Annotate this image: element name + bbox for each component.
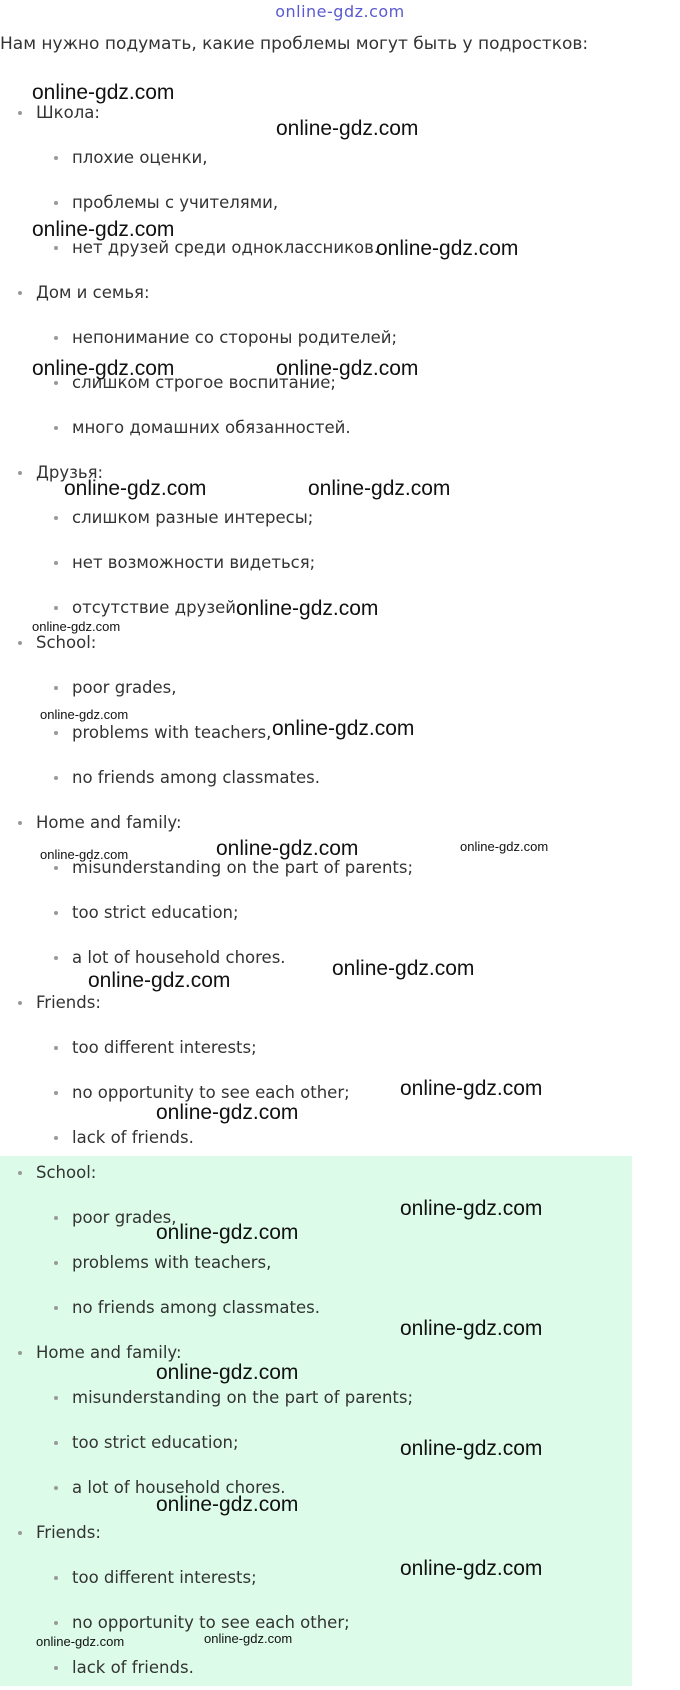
watermark-text: online-gdz.com bbox=[216, 837, 359, 860]
watermark-text: online-gdz.com bbox=[376, 237, 519, 260]
list-item: нет друзей среди одноклассников. bbox=[0, 225, 680, 270]
watermark-text: online-gdz.com bbox=[460, 839, 549, 854]
list-item: Friends: bbox=[0, 980, 680, 1025]
watermark-text: online-gdz.com bbox=[400, 1437, 543, 1460]
watermark-text: online-gdz.com bbox=[156, 1493, 299, 1516]
list-item: Дом и семья: bbox=[0, 270, 680, 315]
list-item: School: bbox=[0, 1150, 680, 1195]
list-item: misunderstanding on the part of parents; bbox=[0, 1375, 680, 1420]
watermark-text: online-gdz.com bbox=[400, 1317, 543, 1340]
list-item: lack of friends. bbox=[0, 1645, 680, 1690]
watermark-text: online-gdz.com bbox=[276, 117, 419, 140]
list-item: Friends: bbox=[0, 1510, 680, 1555]
watermark-text: online-gdz.com bbox=[32, 81, 175, 104]
list-item: непонимание со стороны родителей; bbox=[0, 315, 680, 360]
list-item: no friends among classmates. bbox=[0, 755, 680, 800]
list-item: too different interests; bbox=[0, 1555, 680, 1600]
watermark-text: online-gdz.com bbox=[236, 597, 379, 620]
watermark-text: online-gdz.com bbox=[64, 477, 207, 500]
list-item: Друзья: bbox=[0, 450, 680, 495]
list-item: School: bbox=[0, 620, 680, 665]
watermark-text: online-gdz.com bbox=[400, 1557, 543, 1580]
english-problem-list-highlighted bbox=[0, 1150, 680, 1690]
section-home-en-highlighted bbox=[0, 1330, 680, 1510]
list-item: a lot of household chores. bbox=[0, 1465, 680, 1510]
section-friends-en-highlighted bbox=[0, 1510, 680, 1690]
watermark-text: online-gdz.com bbox=[156, 1361, 299, 1384]
watermark-text: online-gdz.com bbox=[332, 957, 475, 980]
list-item: too strict education; bbox=[0, 890, 680, 935]
watermark-text: online-gdz.com bbox=[400, 1077, 543, 1100]
list-item: misunderstanding on the part of parents; bbox=[0, 845, 680, 890]
list-item: Home and family: bbox=[0, 800, 680, 845]
list-item: lack of friends. bbox=[0, 1115, 680, 1160]
watermark-text: online-gdz.com bbox=[276, 357, 419, 380]
list-item: problems with teachers, bbox=[0, 710, 680, 755]
section-home-en bbox=[0, 800, 680, 980]
watermark-text: online-gdz.com bbox=[32, 218, 175, 241]
list-item: a lot of household chores. bbox=[0, 935, 680, 980]
watermark-text: online-gdz.com bbox=[32, 619, 121, 634]
list-item: problems with teachers, bbox=[0, 1240, 680, 1285]
list-item: no opportunity to see each other; bbox=[0, 1600, 680, 1645]
site-watermark-header: online-gdz.com bbox=[275, 2, 405, 21]
list-item: poor grades, bbox=[0, 1195, 680, 1240]
watermark-text: online-gdz.com bbox=[40, 707, 129, 722]
list-item: много домашних обязанностей. bbox=[0, 405, 680, 450]
watermark-text: online-gdz.com bbox=[308, 477, 451, 500]
watermark-text: online-gdz.com bbox=[88, 969, 231, 992]
list-item: Школа: bbox=[0, 90, 680, 135]
watermark-text: online-gdz.com bbox=[204, 1631, 293, 1646]
list-item: проблемы с учителями, bbox=[0, 180, 680, 225]
list-item: no opportunity to see each other; bbox=[0, 1070, 680, 1115]
watermark-text: online-gdz.com bbox=[156, 1221, 299, 1244]
list-item: слишком строгое воспитание; bbox=[0, 360, 680, 405]
watermark-text: online-gdz.com bbox=[272, 717, 415, 740]
watermark-text: online-gdz.com bbox=[156, 1101, 299, 1124]
list-item: no friends among classmates. bbox=[0, 1285, 680, 1330]
list-item: too strict education; bbox=[0, 1420, 680, 1465]
watermark-text: online-gdz.com bbox=[40, 847, 129, 862]
section-school-en-highlighted bbox=[0, 1150, 680, 1330]
watermark-text: online-gdz.com bbox=[36, 1634, 125, 1649]
list-item: Home and family: bbox=[0, 1330, 680, 1375]
section-friends-en bbox=[0, 980, 680, 1160]
watermark-text: online-gdz.com bbox=[32, 357, 175, 380]
english-problem-list bbox=[0, 620, 680, 1160]
list-item: poor grades, bbox=[0, 665, 680, 710]
list-item: нет возможности видеться; bbox=[0, 540, 680, 585]
list-item: слишком разные интересы; bbox=[0, 495, 680, 540]
list-item: too different interests; bbox=[0, 1025, 680, 1070]
intro-text: Нам нужно подумать, какие проблемы могут быть у подростков: bbox=[0, 34, 589, 54]
list-item: отсутствие друзей. bbox=[0, 585, 680, 630]
list-item: плохие оценки, bbox=[0, 135, 680, 180]
watermark-text: online-gdz.com bbox=[400, 1197, 543, 1220]
